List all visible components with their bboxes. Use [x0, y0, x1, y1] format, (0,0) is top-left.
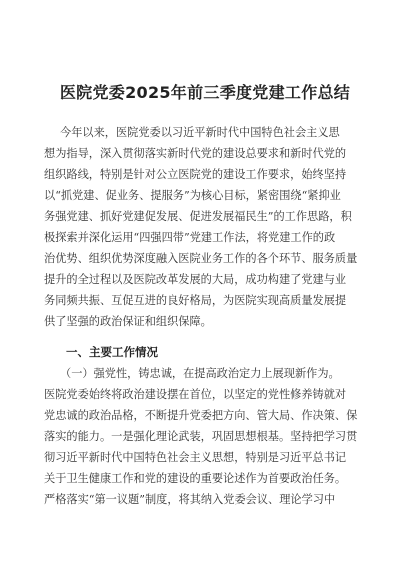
intro-line-1: 今年以来，医院党委以习近平新时代中国特色社会主义思	[60, 126, 340, 139]
section-line-1: （一）强党性，铸忠诚，在提高政治定力上展现新作为。	[60, 367, 340, 380]
section-line-3: 党忠诚的政治品格，不断提升党委把方向、管大局、作决策、保	[44, 409, 358, 422]
section-line-6: 关于卫生健康工作和党的建设的重要论述作为首要政治任务。	[44, 472, 347, 485]
document-title: 医院党委2025年前三季度党建工作总结	[59, 83, 351, 102]
section-line-7: 严格落实“第一议题”制度，将其纳入党委会议、理论学习中	[44, 493, 336, 506]
intro-line-9: 务同频共振、互促互进的良好格局，为医院实现高质量发展提	[44, 294, 347, 307]
intro-line-10: 供了坚强的政治保证和组织保障。	[44, 315, 212, 328]
intro-line-5: 务强党建、抓好党建促发展、促进发展福民生”的工作思路，积	[44, 210, 352, 223]
intro-line-7: 治优势、组织优势深度融入医院业务工作的各个环节、服务质量	[44, 252, 358, 265]
intro-line-4: 以“抓党建、促业务、提服务”为核心目标，紧密围绕“紧抑业	[44, 189, 341, 202]
intro-line-8: 提升的全过程以及医院改革发展的大局，成功构建了党建与业	[44, 273, 347, 286]
intro-line-2: 想为指导，深入贯彻落实新时代党的建设总要求和新时代党的	[44, 147, 347, 160]
intro-line-6: 极探索并深化运用“四强四带”党建工作法，将党建工作的政	[44, 231, 336, 244]
section-line-5: 彻习近平新时代中国特色社会主义思想，特别是习近平总书记	[44, 451, 347, 464]
section-line-2: 医院党委始终将政治建设摆在首位，以坚定的党性修养铸就对	[44, 388, 347, 401]
section-line-4: 落实的能力。一是强化理论武装，巩固思想根基。坚持把学习贯	[44, 430, 358, 443]
intro-line-3: 组织路线，特别是针对公立医院党的建设工作要求，始终坚持	[44, 168, 347, 181]
section-heading: 一、主要工作情况	[66, 345, 158, 359]
